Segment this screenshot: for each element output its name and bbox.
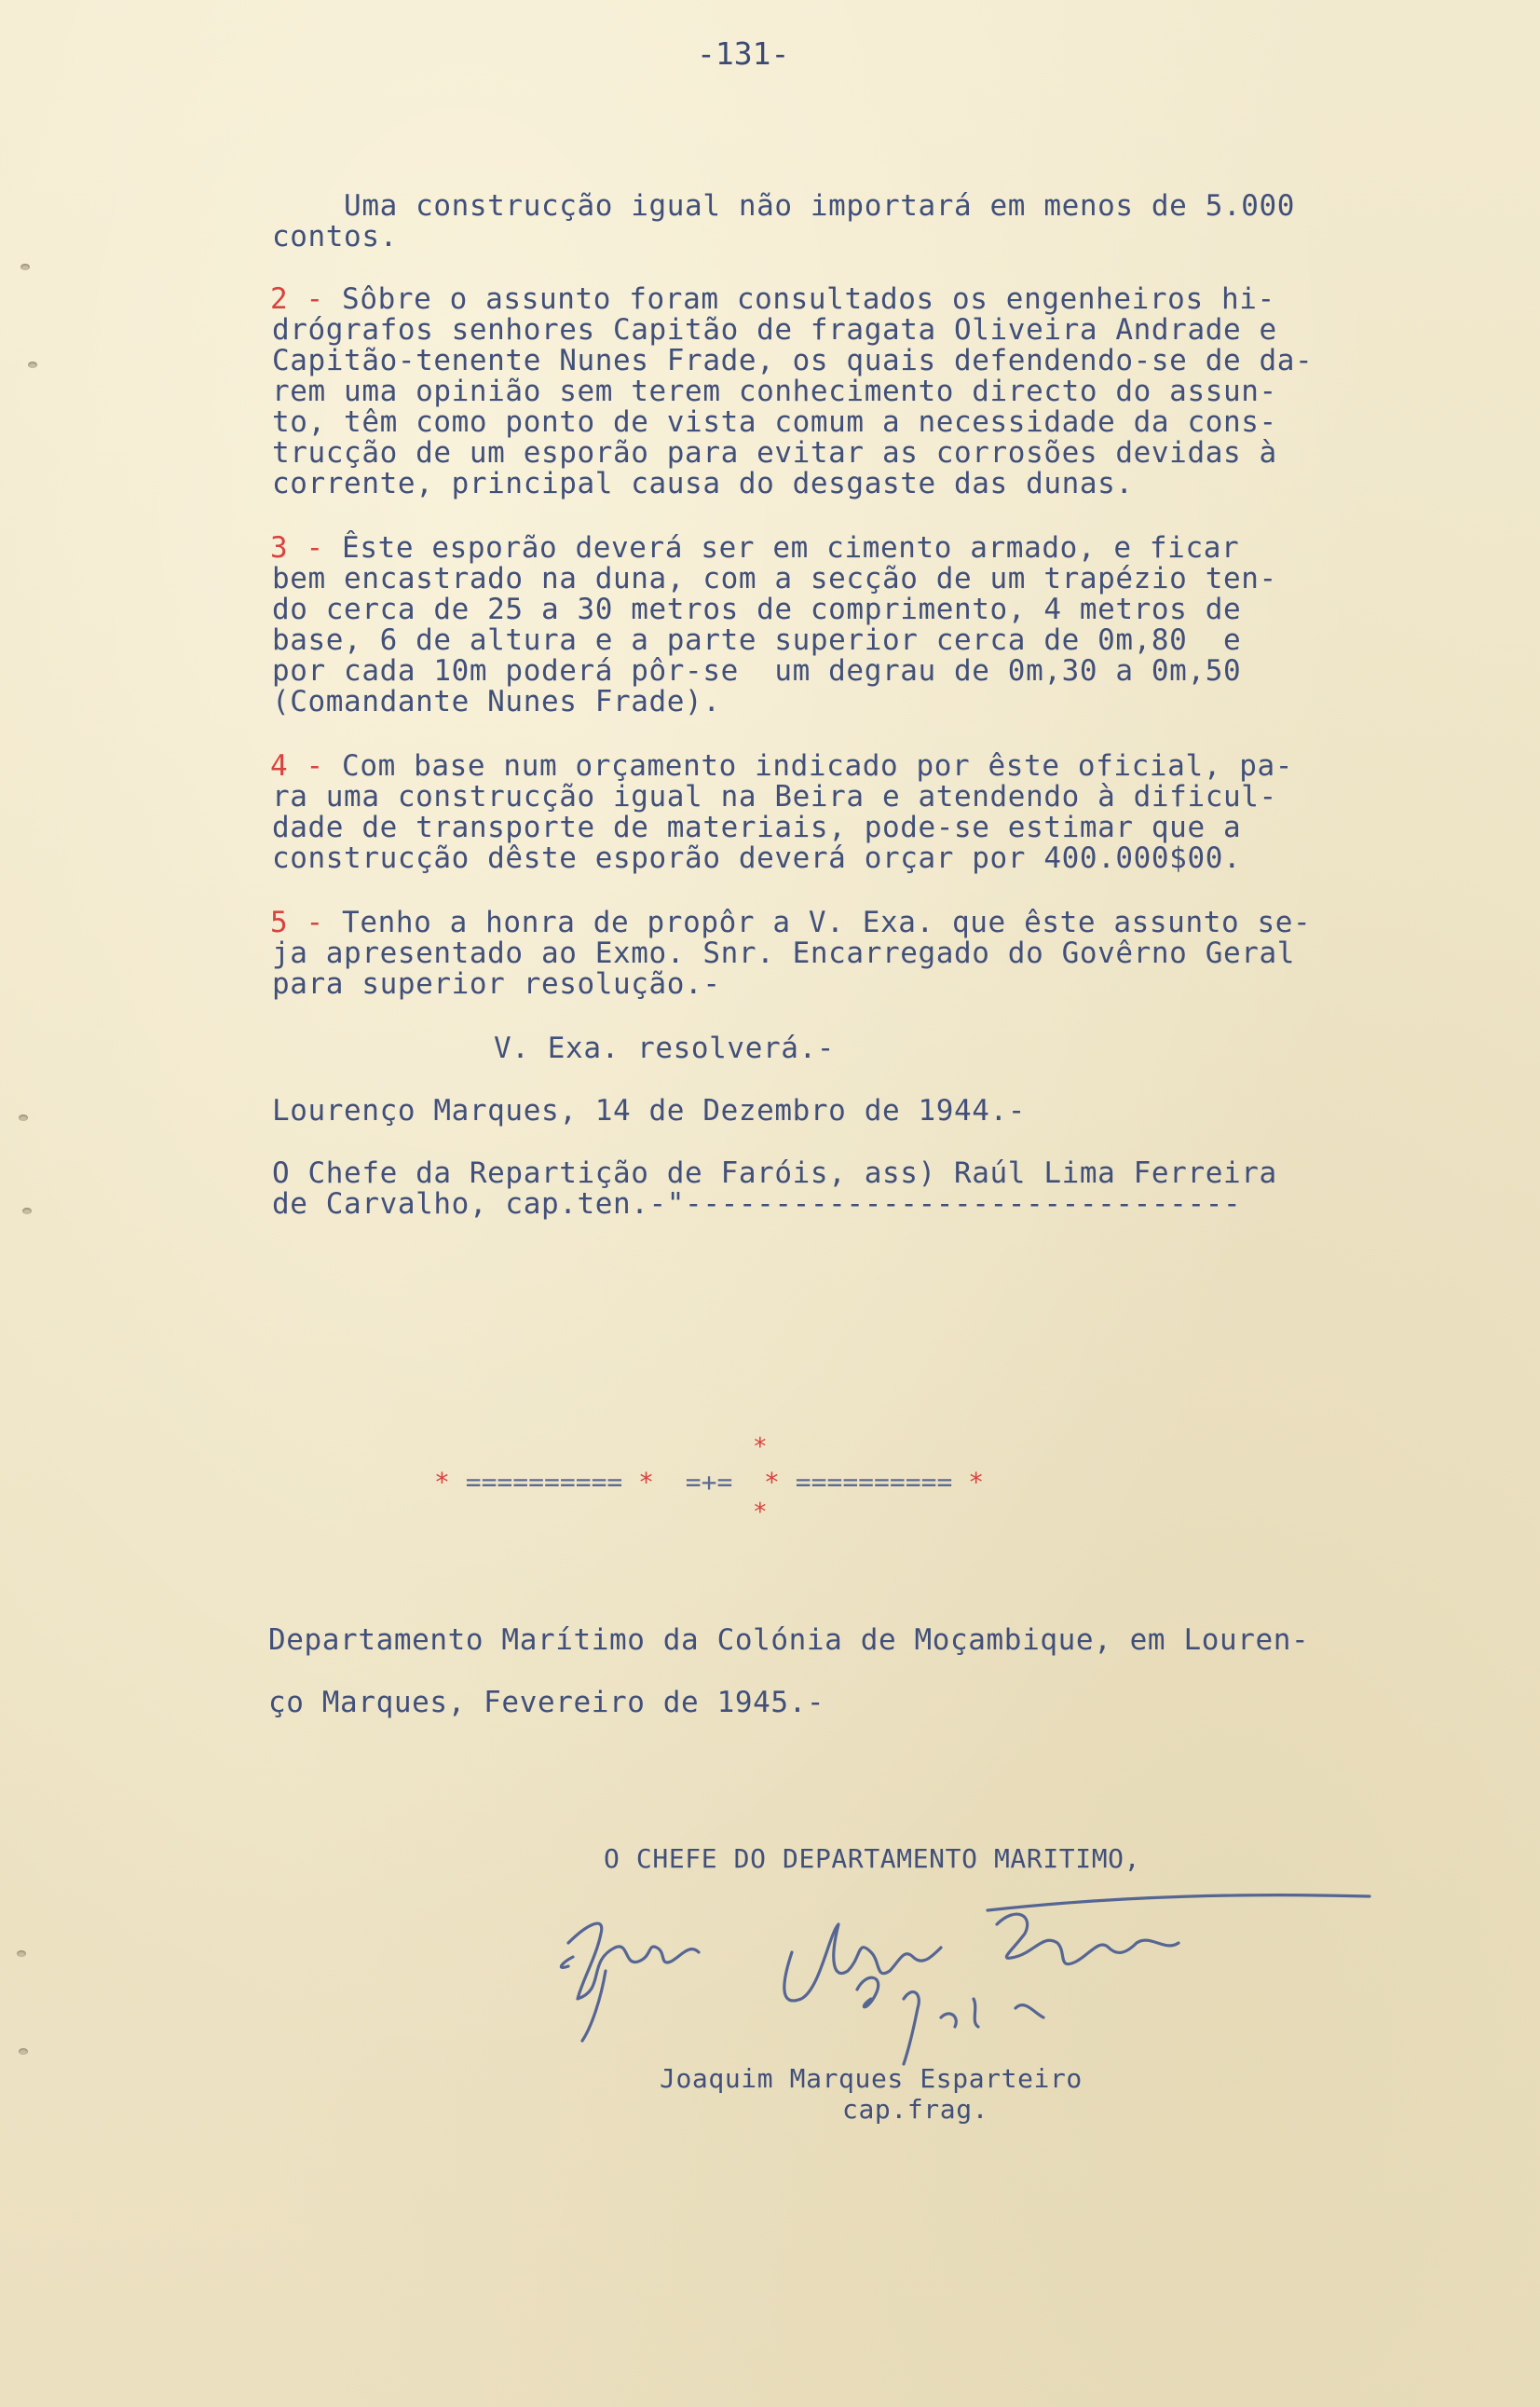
paragraph-4-number: 4 - [270,749,324,783]
paragraph-2-line: Capitão-tenente Nunes Frade, os quais defendendo-se de da- [272,344,1314,377]
punch-hole [19,1115,28,1121]
paragraph-1-line: Uma construcção igual não importará em menos de 5.000 [272,189,1296,223]
paragraph-2-number: 2 - [270,282,324,316]
punch-hole [28,362,37,368]
punch-hole [19,2048,28,2055]
signoff-line: O Chefe da Repartição de Faróis, ass) Raúl Lima Ferreira [272,1156,1277,1190]
paragraph-4-line: ra uma construcção igual na Beira e atendendo à dificul- [272,780,1277,814]
paragraph-5-line: ja apresentado ao Exmo. Snr. Encarregado do Govêrno Geral [272,937,1296,970]
paragraph-3-line: por cada 10m poderá pôr-se um degrau de 0m,30 a 0m,50 [272,654,1242,688]
paragraph-2-line: trucção de um esporão para evitar as corrosões devidas à [272,436,1277,470]
section-ornament: * ========== * =+= * ========== * [434,1467,985,1498]
paragraph-5-number: 5 - [270,906,324,939]
signatory-name: Joaquim Marques Esparteiro [660,2063,1083,2094]
paragraph-1-line: contos. [272,220,398,253]
paragraph-2-line: rem uma opinião sem terem conhecimento directo do assun- [272,375,1277,408]
ornament-star-top: * [753,1433,768,1461]
paragraph-3-line: do cerca de 25 a 30 metros de comprimento, 4 metros de [272,593,1242,626]
ornament-rule-left: ========== [465,1467,623,1498]
paragraph-2-line: drógrafos senhores Capitão de fragata Oliveira Andrade e [272,313,1277,347]
punch-hole [17,1950,26,1957]
paragraph-5-first-line: 5 - Tenho a honra de propôr a V. Exa. que êste assunto se- [270,906,1312,939]
ornament-star-bottom: * [753,1498,768,1526]
paragraph-4-line: construcção dêste esporão deverá orçar por 400.000$00. [272,841,1242,875]
resolve-line: V. Exa. resolverá.- [494,1032,836,1065]
paragraph-2-line: corrente, principal causa do desgaste das dunas. [272,467,1134,500]
paragraph-5-line: para superior resolução.- [272,967,721,1001]
dispatch-line: ço Marques, Fevereiro de 1945.- [268,1686,825,1719]
signatory-rank: cap.frag. [842,2094,989,2125]
paragraph-3-line: (Comandante Nunes Frade). [272,685,721,718]
paragraph-3-line: bem encastrado na duna, com a secção de um trapézio ten- [272,562,1277,595]
paragraph-4-first-line: 4 - Com base num orçamento indicado por êste oficial, pa- [270,749,1294,783]
ornament-rule-right: ========== [795,1467,953,1498]
paragraph-3-line: base, 6 de altura e a parte superior cerca de 0m,80 e [272,623,1242,657]
dispatch-line: Departamento Marítimo da Colónia de Moçambique, em Louren- [268,1623,1310,1657]
signoff-line: de Carvalho, cap.ten.-"------------------------------- [272,1187,1242,1221]
paragraph-4-line: dade de transporte de materiais, pode-se estimar que a [272,811,1242,844]
signature-heading: O CHEFE DO DEPARTAMENTO MARITIMO, [604,1843,1141,1874]
punch-hole [20,264,30,270]
paragraph-3-number: 3 - [270,531,324,565]
place-date-line: Lourenço Marques, 14 de Dezembro de 1944.- [272,1094,1027,1128]
paragraph-2-first-line: 2 - Sôbre o assunto foram consultados os engenheiros hi- [270,282,1275,316]
punch-hole [22,1208,32,1214]
page-number: -131- [697,35,790,72]
paragraph-3-first-line: 3 - Êste esporão deverá ser em cimento armado, e ficar [270,531,1240,565]
ornament-center: =+= [685,1467,733,1498]
handwritten-signature [550,1868,1416,2092]
paragraph-2-line: to, têm como ponto de vista comum a necessidade da cons- [272,405,1277,439]
